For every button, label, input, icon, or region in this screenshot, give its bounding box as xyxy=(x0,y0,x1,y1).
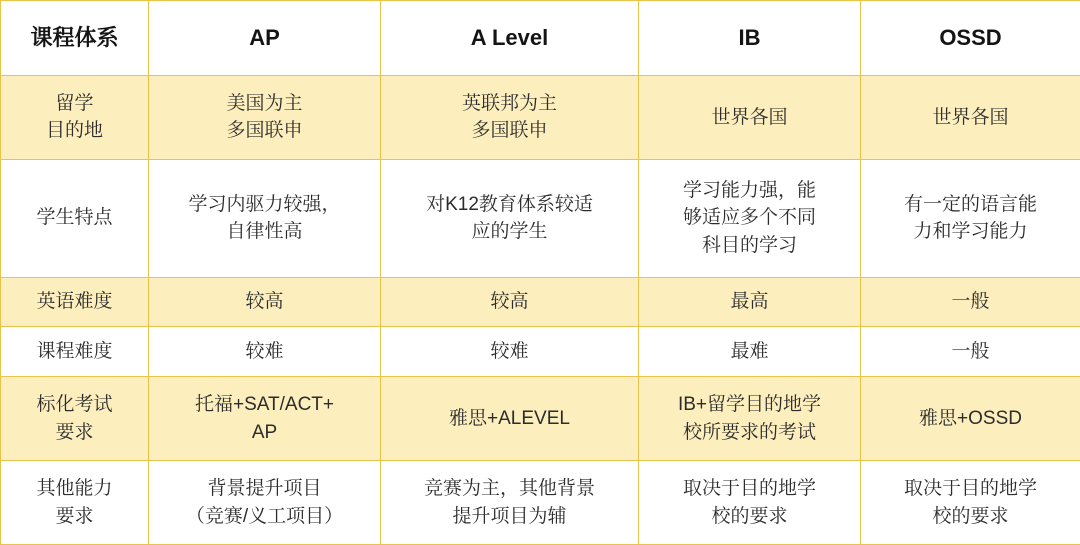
table-row xyxy=(1,277,1080,327)
header-cell-ib: IB xyxy=(639,1,861,76)
table-cell xyxy=(149,327,381,377)
cell-line: 校所要求的考试 xyxy=(682,421,816,443)
cell-line: 自律性高 xyxy=(226,221,303,243)
cell-line: 背景提升项目 xyxy=(207,478,322,500)
cell-line: 英联邦为主 xyxy=(461,92,557,114)
table-cell xyxy=(381,327,639,377)
table-cell xyxy=(639,277,861,327)
cell-line: 学习能力强，能 xyxy=(682,179,816,201)
cell-line: 世界各国 xyxy=(711,106,788,128)
table-cell xyxy=(149,76,381,160)
cell-line: 较高 xyxy=(245,291,284,313)
cell-line: 托福+SAT/ACT+ xyxy=(194,394,334,416)
cell-line: 要求 xyxy=(55,505,94,527)
cell-line: 竞赛为主，其他背景 xyxy=(423,478,595,500)
cell-line: 雅思+ALEVEL xyxy=(449,407,570,429)
table-cell xyxy=(149,159,381,277)
cell-line: 力和学习能力 xyxy=(913,221,1028,243)
cell-line: 美国为主 xyxy=(226,92,303,114)
cell-line: 要求 xyxy=(55,421,94,443)
cell-line: 一般 xyxy=(951,291,990,313)
row-label-cell xyxy=(1,327,149,377)
row-label-cell xyxy=(1,277,149,327)
cell-line: 其他能力 xyxy=(36,478,113,500)
table-body xyxy=(1,76,1080,545)
cell-line: 较难 xyxy=(490,341,529,363)
table-row xyxy=(1,377,1080,461)
cell-line: 一般 xyxy=(951,341,990,363)
cell-line: 较难 xyxy=(245,341,284,363)
table-cell xyxy=(149,461,381,545)
table-cell xyxy=(861,377,1080,461)
cell-line: 英语难度 xyxy=(36,291,113,313)
cell-line: 科目的学习 xyxy=(701,234,797,256)
table-cell xyxy=(381,159,639,277)
cell-line: 校的要求 xyxy=(711,505,788,527)
table-cell xyxy=(861,159,1080,277)
header-cell-alevel: A Level xyxy=(381,1,639,76)
table-cell xyxy=(639,377,861,461)
cell-line: 目的地 xyxy=(45,120,103,142)
cell-line: 世界各国 xyxy=(932,106,1009,128)
table-cell xyxy=(639,327,861,377)
cell-line: 多国联申 xyxy=(226,120,303,142)
cell-line: 多国联申 xyxy=(471,120,548,142)
table-cell xyxy=(861,277,1080,327)
table-row xyxy=(1,327,1080,377)
table-cell xyxy=(149,377,381,461)
cell-line: 留学 xyxy=(55,92,94,114)
cell-line: AP xyxy=(251,421,278,443)
cell-line: 有一定的语言能 xyxy=(903,193,1037,215)
row-label-cell xyxy=(1,159,149,277)
cell-line: IB+留学目的地学 xyxy=(677,394,822,416)
cell-line: 对K12教育体系较适 xyxy=(426,193,593,215)
table-row xyxy=(1,461,1080,545)
header-cell-curriculum: 课程体系 xyxy=(1,1,149,76)
table-row xyxy=(1,159,1080,277)
table-cell xyxy=(381,461,639,545)
table-cell xyxy=(149,277,381,327)
cell-line: 取决于目的地学 xyxy=(903,478,1037,500)
table-header-row xyxy=(1,1,1080,76)
header-cell-ossd: OSSD xyxy=(861,1,1080,76)
table-cell xyxy=(861,461,1080,545)
cell-line: 应的学生 xyxy=(471,221,548,243)
cell-line: 提升项目为辅 xyxy=(452,505,567,527)
header-cell-ap: AP xyxy=(149,1,381,76)
cell-line: 够适应多个不同 xyxy=(682,207,816,229)
row-label-cell xyxy=(1,377,149,461)
cell-line: 最高 xyxy=(730,291,769,313)
table-cell xyxy=(381,277,639,327)
table-cell xyxy=(861,76,1080,160)
cell-line: 学生特点 xyxy=(36,207,113,229)
cell-line: 取决于目的地学 xyxy=(682,478,816,500)
table-cell xyxy=(639,159,861,277)
table-row xyxy=(1,76,1080,160)
cell-line: 课程难度 xyxy=(36,341,113,363)
row-label-cell xyxy=(1,76,149,160)
table-cell xyxy=(381,76,639,160)
table-cell xyxy=(639,461,861,545)
cell-line: （竞赛/义工项目） xyxy=(185,505,344,527)
table-cell xyxy=(639,76,861,160)
cell-line: 学习内驱力较强， xyxy=(188,193,341,215)
cell-line: 雅思+OSSD xyxy=(919,407,1022,429)
cell-line: 最难 xyxy=(730,341,769,363)
cell-line: 较高 xyxy=(490,291,529,313)
table-cell xyxy=(381,377,639,461)
cell-line: 校的要求 xyxy=(932,505,1009,527)
cell-line: 标化考试 xyxy=(36,394,113,416)
table-cell xyxy=(861,327,1080,377)
row-label-cell xyxy=(1,461,149,545)
